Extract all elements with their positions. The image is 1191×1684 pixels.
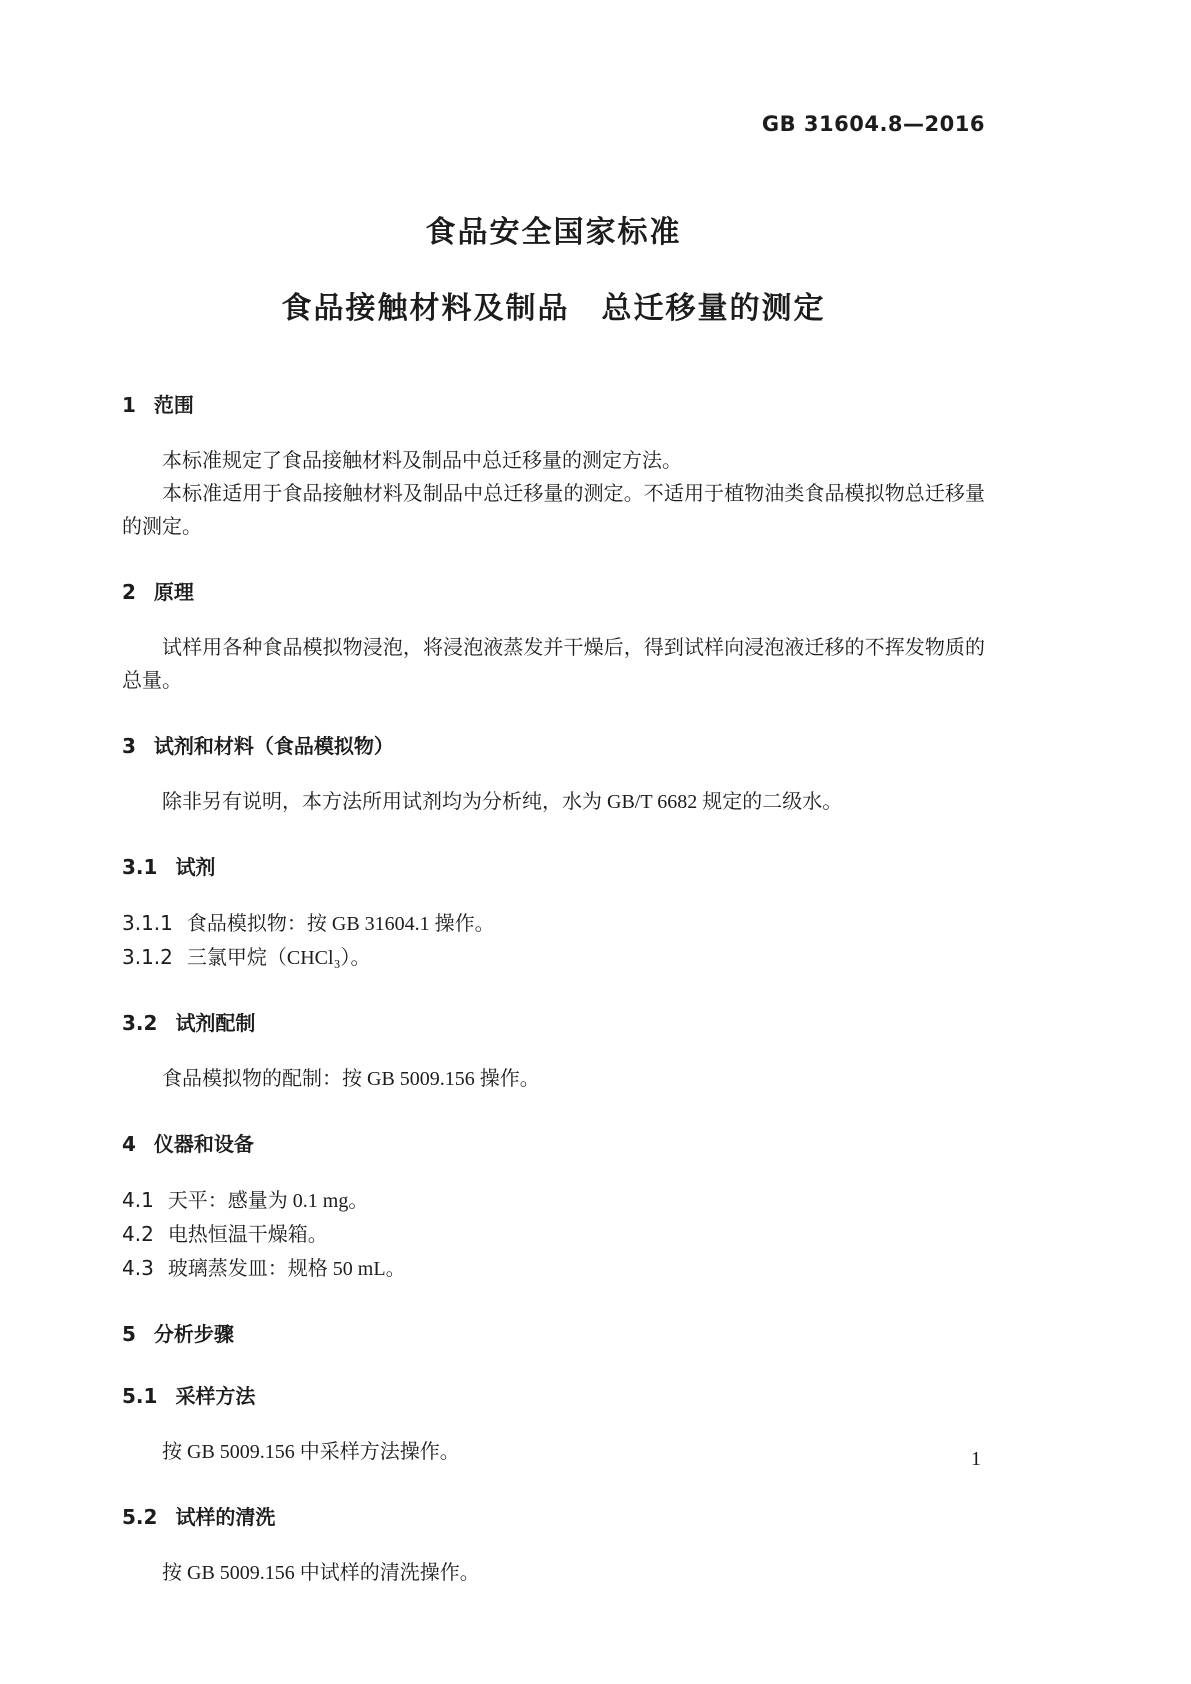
clause-title: 仪器和设备 [153, 1132, 254, 1156]
clause-item-number: 4.1 [122, 1188, 154, 1212]
clause-item [122, 1252, 985, 1286]
paragraph: 本标准适用于食品接触材料及制品中总迁移量的测定。不适用于植物油类食品模拟物总迁移量的测定。 [122, 483, 985, 538]
clause-title: 分析步骤 [153, 1322, 234, 1346]
paragraph: 按 GB 5009.156 中采样方法操作。 [162, 1441, 460, 1463]
section-apparatus [122, 1130, 985, 1286]
paragraph: 除非另有说明，本方法所用试剂均为分析纯，水为 GB/T 6682 规定的二级水。 [162, 791, 843, 813]
paragraph: 本标准规定了食品接触材料及制品中总迁移量的测定方法。 [162, 450, 682, 472]
clause-number: 5.1 [122, 1384, 158, 1408]
clause-number: 5.2 [122, 1505, 158, 1529]
section-5-1-heading [122, 1382, 985, 1410]
clause-title: 试剂配制 [175, 1011, 256, 1035]
clause-item [122, 941, 985, 975]
clause-number: 5 [122, 1322, 136, 1346]
section-procedure [122, 1320, 985, 1590]
clause-item-text: 电热恒温干燥箱。 [167, 1224, 328, 1246]
document-title: 食品安全国家标准 [425, 215, 682, 250]
clause-item-text: 三氯甲烷（CHCl₃）。 [186, 947, 371, 969]
section-scope [122, 391, 985, 544]
clause-item [122, 1218, 985, 1252]
paragraph: 按 GB 5009.156 中试样的清洗操作。 [162, 1562, 480, 1584]
clause-title: 原理 [153, 580, 194, 604]
clause-number: 2 [122, 580, 136, 604]
clause-title: 范围 [153, 393, 194, 417]
clause-title: 试剂和材料（食品模拟物） [153, 734, 394, 758]
clause-title: 采样方法 [175, 1384, 256, 1408]
clause-item-number: 3.1.1 [122, 911, 173, 935]
clause-item-number: 3.1.2 [122, 945, 173, 969]
section-3-2-heading [122, 1009, 985, 1037]
section-4-heading [122, 1130, 985, 1158]
clause-number: 1 [122, 393, 136, 417]
clause-item-text: 玻璃蒸发皿：规格 50 mL。 [167, 1258, 406, 1280]
section-1-heading [122, 391, 985, 419]
clause-title: 试样的清洗 [175, 1505, 276, 1529]
clause-item-number: 4.2 [122, 1222, 154, 1246]
clause-title: 试剂 [175, 855, 216, 879]
clause-number: 3.2 [122, 1011, 158, 1035]
clause-item [122, 1184, 985, 1218]
clause-item-number: 4.3 [122, 1256, 154, 1280]
section-principle [122, 578, 985, 698]
document-header [122, 112, 985, 137]
page-number: 1 [971, 1448, 981, 1470]
section-reagents [122, 732, 985, 1096]
section-5-heading [122, 1320, 985, 1348]
document-subtitle: 食品接触材料及制品 总迁移量的测定 [281, 291, 826, 326]
section-3-1-heading [122, 853, 985, 881]
standard-code: GB 31604.8—2016 [761, 112, 985, 136]
section-5-2-heading [122, 1503, 985, 1531]
section-2-heading [122, 578, 985, 606]
clause-number: 3 [122, 734, 136, 758]
clause-item [122, 907, 985, 941]
clause-number: 4 [122, 1132, 136, 1156]
clause-item-text: 食品模拟物：按 GB 31604.1 操作。 [186, 913, 495, 935]
section-3-heading [122, 732, 985, 760]
clause-number: 3.1 [122, 855, 158, 879]
paragraph: 食品模拟物的配制：按 GB 5009.156 操作。 [162, 1068, 540, 1090]
paragraph: 试样用各种食品模拟物浸泡，将浸泡液蒸发并干燥后，得到试样向浸泡液迁移的不挥发物质的总量。 [122, 637, 985, 692]
clause-item-text: 天平：感量为 0.1 mg。 [167, 1190, 369, 1212]
